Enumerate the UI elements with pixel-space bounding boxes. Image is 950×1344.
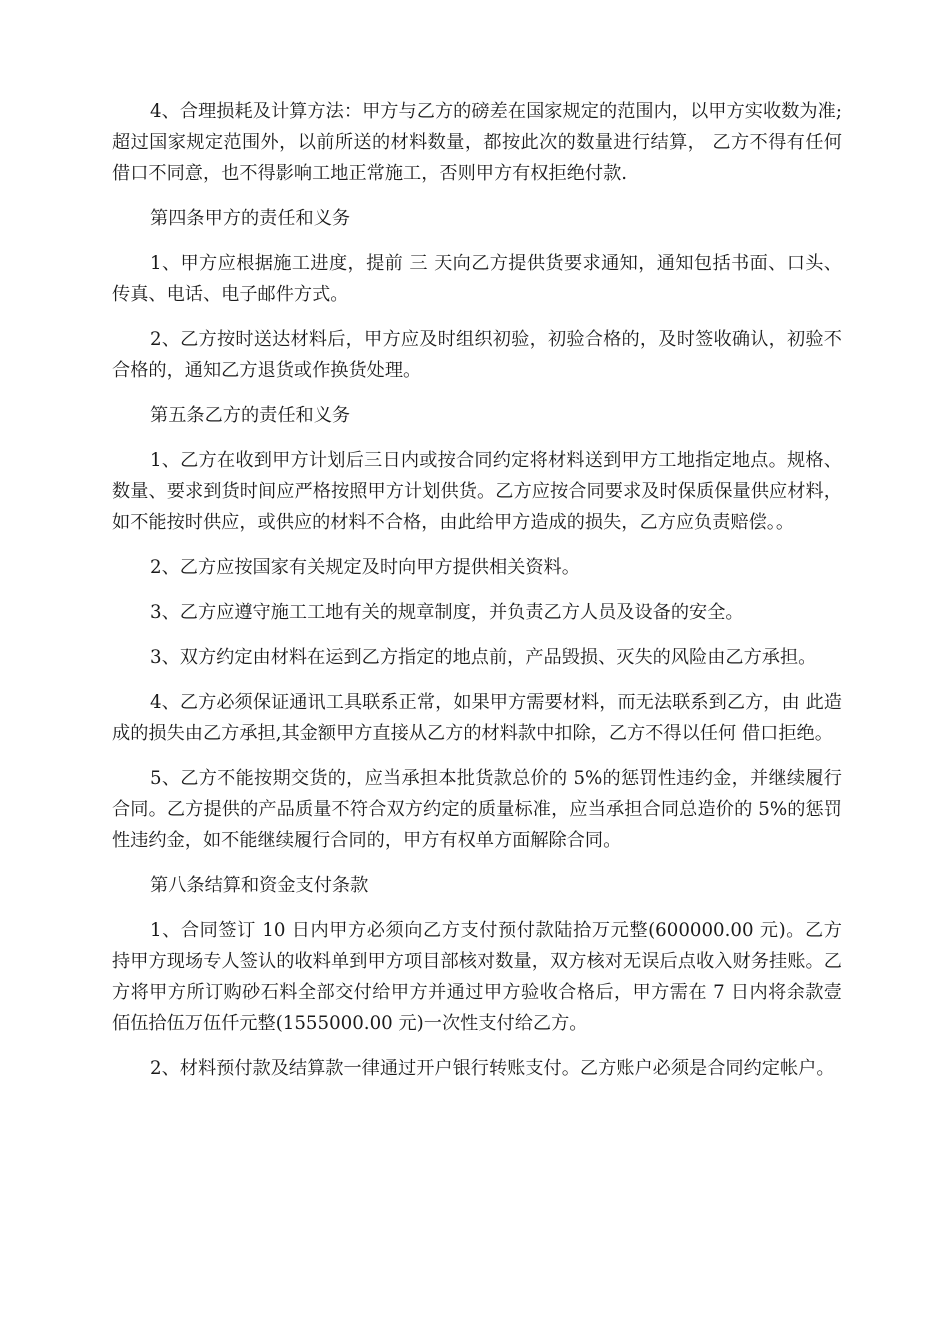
paragraph-b-duty-4: 4、乙方必须保证通讯工具联系正常，如果甲方需要材料，而无法联系到乙方，由 此造成的损失由乙方承担,其金额甲方直接从乙方的材料款中扣除，乙方不得以任何 借口拒绝。 (112, 692, 842, 744)
paragraph-a-duty-1: 1、甲方应根据施工进度，提前 三 天向乙方提供货要求通知，通知包括书面、口头、传真、电话、电子邮件方式。 (112, 253, 842, 305)
section-heading-settlement: 第八条结算和资金支付条款 (150, 875, 369, 896)
paragraph-loss-calculation: 4、合理损耗及计算方法：甲方与乙方的磅差在国家规定的范围内，以甲方实收数为准;超过国家规定范围外，以前所送的材料数量，都按此次的数量进行结算， 乙方不得有任何借口不同意，也不得影响工地正常施工，否则甲方有权拒绝付款. (112, 101, 842, 184)
section-heading-party-b-duties: 第五条乙方的责任和义务 (150, 405, 351, 426)
section-heading-party-a-duties: 第四条甲方的责任和义务 (150, 208, 351, 229)
paragraph-settlement-1: 1、合同签订 10 日内甲方必须向乙方支付预付款陆拾万元整(600000.00 元)。乙方持甲方现场专人签认的收料单到甲方项目部核对数量，双方核对无误后点收入财务挂账。乙方将甲方所订购砂石料全部交付给甲方并通过甲方验收合格后，甲方需在 7 日内将余款壹佰伍拾伍万伍仟元整(1555000.00 元)一次性支付给乙方。 (112, 920, 842, 1034)
paragraph-b-duty-1: 1、乙方在收到甲方计划后三日内或按合同约定将材料送到甲方工地指定地点。规格、数量、要求到货时间应严格按照甲方计划供货。乙方应按合同要求及时保质保量供应材料，如不能按时供应，或供应的材料不合格，由此给甲方造成的损失，乙方应负责赔偿。。 (112, 450, 842, 533)
paragraph-a-duty-2: 2、乙方按时送达材料后，甲方应及时组织初验，初验合格的，及时签收确认，初验不合格的，通知乙方退货或作换货处理。 (112, 329, 842, 381)
paragraph-b-duty-5: 5、乙方不能按期交货的，应当承担本批货款总价的 5%的惩罚性违约金，并继续履行合同。乙方提供的产品质量不符合双方约定的质量标准，应当承担合同总造价的 5%的惩罚性违约金，如不能继续履行合同的，甲方有权单方面解除合同。 (112, 768, 842, 851)
paragraph-b-duty-3b: 3、双方约定由材料在运到乙方指定的地点前，产品毁损、灭失的风险由乙方承担。 (150, 647, 817, 668)
paragraph-b-duty-2: 2、乙方应按国家有关规定及时向甲方提供相关资料。 (150, 557, 580, 578)
paragraph-settlement-2: 2、材料预付款及结算款一律通过开户银行转账支付。乙方账户必须是合同约定帐户。 (150, 1058, 835, 1079)
document-page (112, 96, 842, 1098)
paragraph-b-duty-3: 3、乙方应遵守施工工地有关的规章制度，并负责乙方人员及设备的安全。 (150, 602, 744, 623)
